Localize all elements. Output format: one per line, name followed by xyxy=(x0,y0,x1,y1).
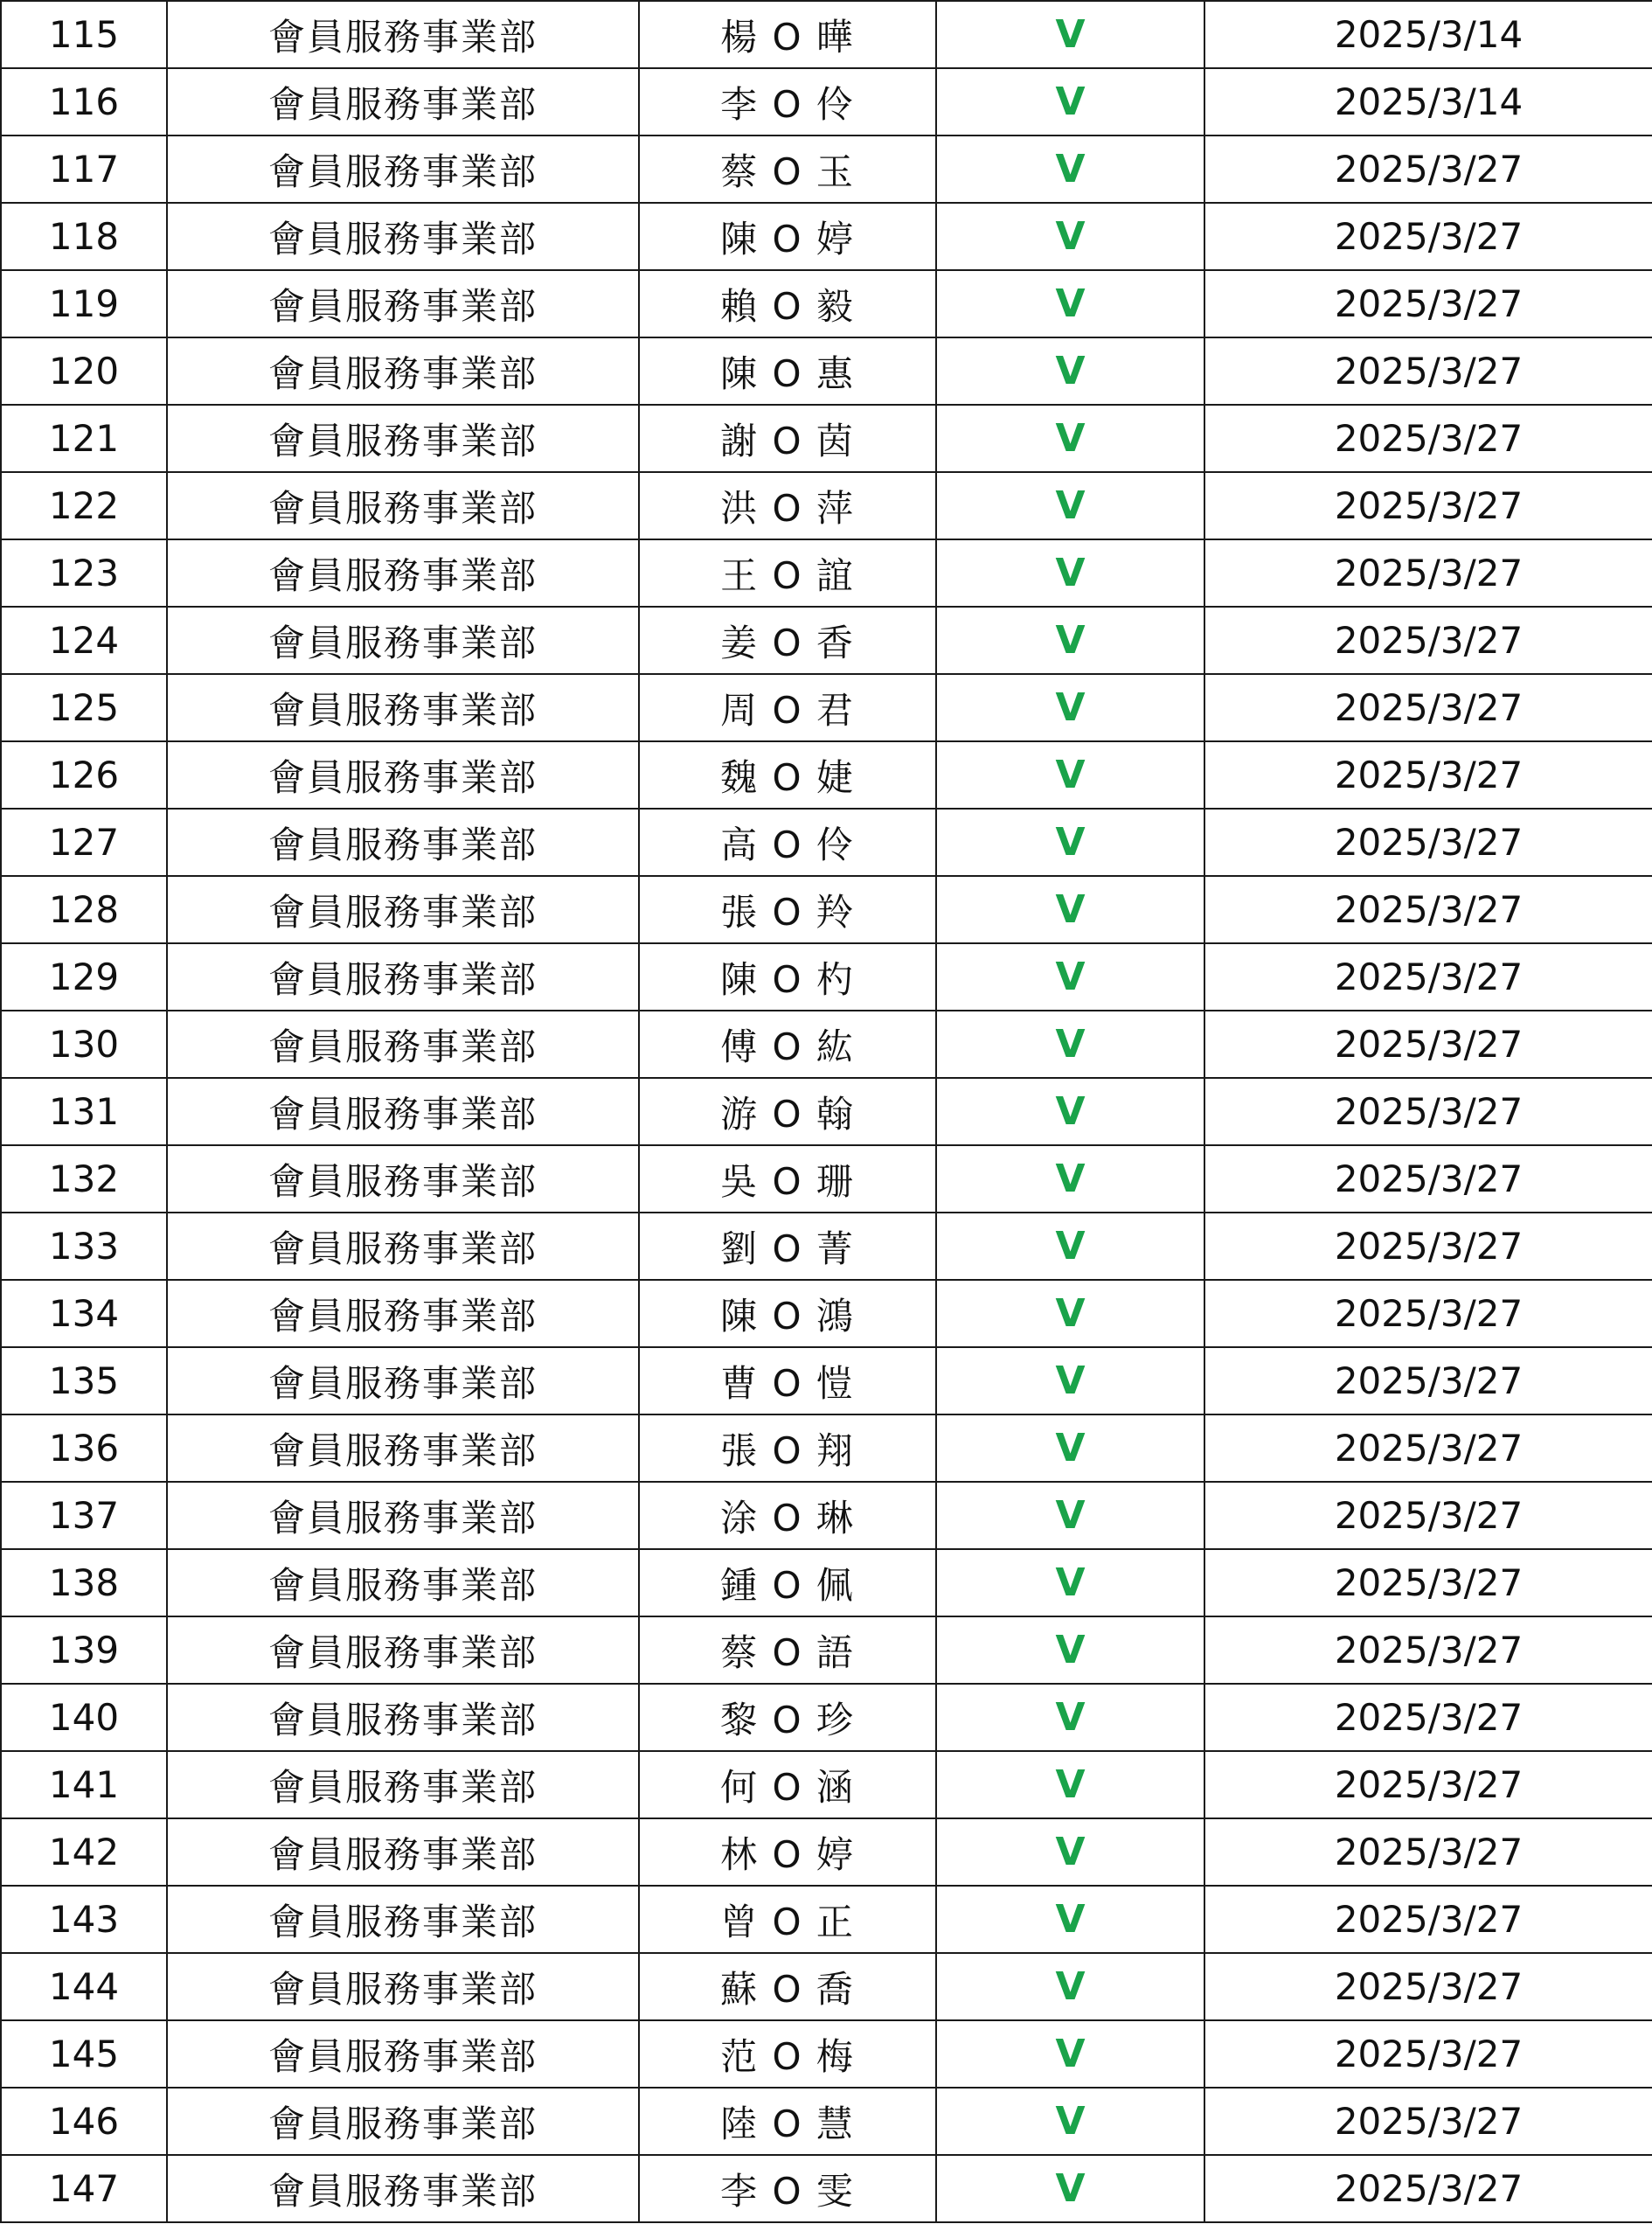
table-row xyxy=(1,1549,1652,1616)
check-mark: V xyxy=(936,136,1204,203)
department-cell: 會員服務事業部 xyxy=(167,1953,639,2020)
row-number: 124 xyxy=(1,607,167,674)
table-row xyxy=(1,539,1652,607)
date-cell: 2025/3/27 xyxy=(1204,607,1652,674)
date-cell: 2025/3/27 xyxy=(1204,943,1652,1011)
date-cell: 2025/3/27 xyxy=(1204,2155,1652,2222)
department-cell: 會員服務事業部 xyxy=(167,809,639,876)
check-mark: V xyxy=(936,1078,1204,1145)
check-mark: V xyxy=(936,1213,1204,1280)
date-cell: 2025/3/27 xyxy=(1204,876,1652,943)
table-row xyxy=(1,1280,1652,1347)
department-cell: 會員服務事業部 xyxy=(167,1011,639,1078)
member-name-cell: 劉 O 菁 xyxy=(639,1213,936,1280)
date-cell: 2025/3/27 xyxy=(1204,1818,1652,1886)
department-cell: 會員服務事業部 xyxy=(167,539,639,607)
department-cell: 會員服務事業部 xyxy=(167,674,639,741)
check-mark: V xyxy=(936,1684,1204,1751)
department-cell: 會員服務事業部 xyxy=(167,876,639,943)
date-cell: 2025/3/27 xyxy=(1204,2020,1652,2088)
table-row xyxy=(1,607,1652,674)
date-cell: 2025/3/27 xyxy=(1204,1011,1652,1078)
table-row xyxy=(1,2020,1652,2088)
member-name-cell: 張 O 羚 xyxy=(639,876,936,943)
row-number: 137 xyxy=(1,1482,167,1549)
department-cell: 會員服務事業部 xyxy=(167,1213,639,1280)
department-cell: 會員服務事業部 xyxy=(167,68,639,136)
department-cell: 會員服務事業部 xyxy=(167,1145,639,1213)
table-row xyxy=(1,136,1652,203)
row-number: 117 xyxy=(1,136,167,203)
member-name-cell: 蘇 O 喬 xyxy=(639,1953,936,2020)
row-number: 126 xyxy=(1,741,167,809)
date-cell: 2025/3/27 xyxy=(1204,1213,1652,1280)
member-name-cell: 陸 O 慧 xyxy=(639,2088,936,2155)
table-row xyxy=(1,876,1652,943)
check-mark: V xyxy=(936,539,1204,607)
date-cell: 2025/3/27 xyxy=(1204,472,1652,539)
date-cell: 2025/3/27 xyxy=(1204,1616,1652,1684)
member-name-cell: 傅 O 紘 xyxy=(639,1011,936,1078)
row-number: 121 xyxy=(1,405,167,472)
member-name-cell: 張 O 翔 xyxy=(639,1414,936,1482)
department-cell: 會員服務事業部 xyxy=(167,1886,639,1953)
date-cell: 2025/3/27 xyxy=(1204,136,1652,203)
date-cell: 2025/3/27 xyxy=(1204,203,1652,270)
member-name-cell: 陳 O 杓 xyxy=(639,943,936,1011)
department-cell: 會員服務事業部 xyxy=(167,1280,639,1347)
check-mark: V xyxy=(936,203,1204,270)
date-cell: 2025/3/27 xyxy=(1204,1280,1652,1347)
date-cell: 2025/3/27 xyxy=(1204,1347,1652,1414)
row-number: 128 xyxy=(1,876,167,943)
member-name-cell: 謝 O 茵 xyxy=(639,405,936,472)
date-cell: 2025/3/14 xyxy=(1204,68,1652,136)
row-number: 122 xyxy=(1,472,167,539)
check-mark: V xyxy=(936,1953,1204,2020)
department-cell: 會員服務事業部 xyxy=(167,1549,639,1616)
department-cell: 會員服務事業部 xyxy=(167,405,639,472)
row-number: 146 xyxy=(1,2088,167,2155)
member-name-cell: 高 O 伶 xyxy=(639,809,936,876)
table-row xyxy=(1,1347,1652,1414)
member-name-cell: 何 O 涵 xyxy=(639,1751,936,1818)
row-number: 133 xyxy=(1,1213,167,1280)
check-mark: V xyxy=(936,674,1204,741)
check-mark: V xyxy=(936,2155,1204,2222)
table-row xyxy=(1,1886,1652,1953)
check-mark: V xyxy=(936,741,1204,809)
department-cell: 會員服務事業部 xyxy=(167,136,639,203)
row-number: 120 xyxy=(1,337,167,405)
row-number: 115 xyxy=(1,1,167,68)
member-name-cell: 賴 O 毅 xyxy=(639,270,936,337)
member-name-cell: 蔡 O 玉 xyxy=(639,136,936,203)
date-cell: 2025/3/27 xyxy=(1204,741,1652,809)
row-number: 144 xyxy=(1,1953,167,2020)
table-row xyxy=(1,2155,1652,2222)
department-cell: 會員服務事業部 xyxy=(167,943,639,1011)
check-mark: V xyxy=(936,68,1204,136)
check-mark: V xyxy=(936,337,1204,405)
row-number: 147 xyxy=(1,2155,167,2222)
table-row xyxy=(1,674,1652,741)
table-row xyxy=(1,809,1652,876)
date-cell: 2025/3/27 xyxy=(1204,1145,1652,1213)
row-number: 139 xyxy=(1,1616,167,1684)
check-mark: V xyxy=(936,472,1204,539)
table-row xyxy=(1,1,1652,68)
date-cell: 2025/3/27 xyxy=(1204,1751,1652,1818)
table-row xyxy=(1,1414,1652,1482)
date-cell: 2025/3/27 xyxy=(1204,405,1652,472)
member-name-cell: 曾 O 正 xyxy=(639,1886,936,1953)
member-name-cell: 蔡 O 語 xyxy=(639,1616,936,1684)
date-cell: 2025/3/27 xyxy=(1204,1684,1652,1751)
date-cell: 2025/3/27 xyxy=(1204,1549,1652,1616)
check-mark: V xyxy=(936,1145,1204,1213)
member-name-cell: 李 O 雯 xyxy=(639,2155,936,2222)
member-name-cell: 王 O 誼 xyxy=(639,539,936,607)
department-cell: 會員服務事業部 xyxy=(167,2020,639,2088)
check-mark: V xyxy=(936,1818,1204,1886)
member-name-cell: 游 O 翰 xyxy=(639,1078,936,1145)
row-number: 125 xyxy=(1,674,167,741)
row-number: 116 xyxy=(1,68,167,136)
table-row xyxy=(1,1078,1652,1145)
table-row xyxy=(1,1616,1652,1684)
check-mark: V xyxy=(936,2088,1204,2155)
check-mark: V xyxy=(936,1616,1204,1684)
check-mark: V xyxy=(936,876,1204,943)
department-cell: 會員服務事業部 xyxy=(167,1616,639,1684)
date-cell: 2025/3/27 xyxy=(1204,2088,1652,2155)
date-cell: 2025/3/14 xyxy=(1204,1,1652,68)
row-number: 145 xyxy=(1,2020,167,2088)
member-name-cell: 周 O 君 xyxy=(639,674,936,741)
table-row xyxy=(1,1818,1652,1886)
row-number: 131 xyxy=(1,1078,167,1145)
member-name-cell: 范 O 梅 xyxy=(639,2020,936,2088)
date-cell: 2025/3/27 xyxy=(1204,1886,1652,1953)
date-cell: 2025/3/27 xyxy=(1204,809,1652,876)
row-number: 134 xyxy=(1,1280,167,1347)
table-row xyxy=(1,1011,1652,1078)
check-mark: V xyxy=(936,1482,1204,1549)
date-cell: 2025/3/27 xyxy=(1204,337,1652,405)
row-number: 143 xyxy=(1,1886,167,1953)
check-mark: V xyxy=(936,1414,1204,1482)
table-row xyxy=(1,2088,1652,2155)
member-name-cell: 黎 O 珍 xyxy=(639,1684,936,1751)
member-name-cell: 楊 O 曄 xyxy=(639,1,936,68)
check-mark: V xyxy=(936,1886,1204,1953)
department-cell: 會員服務事業部 xyxy=(167,1414,639,1482)
row-number: 130 xyxy=(1,1011,167,1078)
department-cell: 會員服務事業部 xyxy=(167,203,639,270)
date-cell: 2025/3/27 xyxy=(1204,1414,1652,1482)
department-cell: 會員服務事業部 xyxy=(167,1347,639,1414)
table-row xyxy=(1,68,1652,136)
check-mark: V xyxy=(936,270,1204,337)
member-name-cell: 吳 O 珊 xyxy=(639,1145,936,1213)
table-row xyxy=(1,472,1652,539)
member-name-cell: 姜 O 香 xyxy=(639,607,936,674)
check-mark: V xyxy=(936,809,1204,876)
department-cell: 會員服務事業部 xyxy=(167,472,639,539)
table-row xyxy=(1,1953,1652,2020)
department-cell: 會員服務事業部 xyxy=(167,2088,639,2155)
department-cell: 會員服務事業部 xyxy=(167,1078,639,1145)
table-row xyxy=(1,270,1652,337)
check-mark: V xyxy=(936,1280,1204,1347)
member-name-cell: 陳 O 婷 xyxy=(639,203,936,270)
table-row xyxy=(1,405,1652,472)
check-mark: V xyxy=(936,607,1204,674)
row-number: 118 xyxy=(1,203,167,270)
row-number: 141 xyxy=(1,1751,167,1818)
table-row xyxy=(1,943,1652,1011)
check-mark: V xyxy=(936,943,1204,1011)
department-cell: 會員服務事業部 xyxy=(167,2155,639,2222)
row-number: 129 xyxy=(1,943,167,1011)
table-row xyxy=(1,1145,1652,1213)
member-name-cell: 曹 O 愷 xyxy=(639,1347,936,1414)
check-mark: V xyxy=(936,1011,1204,1078)
date-cell: 2025/3/27 xyxy=(1204,1953,1652,2020)
member-name-cell: 鍾 O 佩 xyxy=(639,1549,936,1616)
department-cell: 會員服務事業部 xyxy=(167,1751,639,1818)
roster-table-body xyxy=(1,1,1652,2222)
check-mark: V xyxy=(936,2020,1204,2088)
date-cell: 2025/3/27 xyxy=(1204,674,1652,741)
member-name-cell: 林 O 婷 xyxy=(639,1818,936,1886)
table-row xyxy=(1,1751,1652,1818)
row-number: 135 xyxy=(1,1347,167,1414)
member-name-cell: 陳 O 惠 xyxy=(639,337,936,405)
check-mark: V xyxy=(936,405,1204,472)
table-row xyxy=(1,1213,1652,1280)
member-name-cell: 涂 O 琳 xyxy=(639,1482,936,1549)
row-number: 127 xyxy=(1,809,167,876)
department-cell: 會員服務事業部 xyxy=(167,1684,639,1751)
date-cell: 2025/3/27 xyxy=(1204,1078,1652,1145)
date-cell: 2025/3/27 xyxy=(1204,270,1652,337)
department-cell: 會員服務事業部 xyxy=(167,270,639,337)
table-row xyxy=(1,203,1652,270)
check-mark: V xyxy=(936,1751,1204,1818)
member-name-cell: 魏 O 婕 xyxy=(639,741,936,809)
table-row xyxy=(1,337,1652,405)
department-cell: 會員服務事業部 xyxy=(167,607,639,674)
row-number: 140 xyxy=(1,1684,167,1751)
department-cell: 會員服務事業部 xyxy=(167,1482,639,1549)
department-cell: 會員服務事業部 xyxy=(167,1,639,68)
check-mark: V xyxy=(936,1,1204,68)
table-row xyxy=(1,741,1652,809)
department-cell: 會員服務事業部 xyxy=(167,741,639,809)
row-number: 138 xyxy=(1,1549,167,1616)
row-number: 119 xyxy=(1,270,167,337)
department-cell: 會員服務事業部 xyxy=(167,1818,639,1886)
row-number: 142 xyxy=(1,1818,167,1886)
table-row xyxy=(1,1684,1652,1751)
check-mark: V xyxy=(936,1549,1204,1616)
table-row xyxy=(1,1482,1652,1549)
row-number: 136 xyxy=(1,1414,167,1482)
member-name-cell: 李 O 伶 xyxy=(639,68,936,136)
check-mark: V xyxy=(936,1347,1204,1414)
row-number: 132 xyxy=(1,1145,167,1213)
date-cell: 2025/3/27 xyxy=(1204,1482,1652,1549)
row-number: 123 xyxy=(1,539,167,607)
member-name-cell: 洪 O 萍 xyxy=(639,472,936,539)
department-cell: 會員服務事業部 xyxy=(167,337,639,405)
member-name-cell: 陳 O 鴻 xyxy=(639,1280,936,1347)
date-cell: 2025/3/27 xyxy=(1204,539,1652,607)
